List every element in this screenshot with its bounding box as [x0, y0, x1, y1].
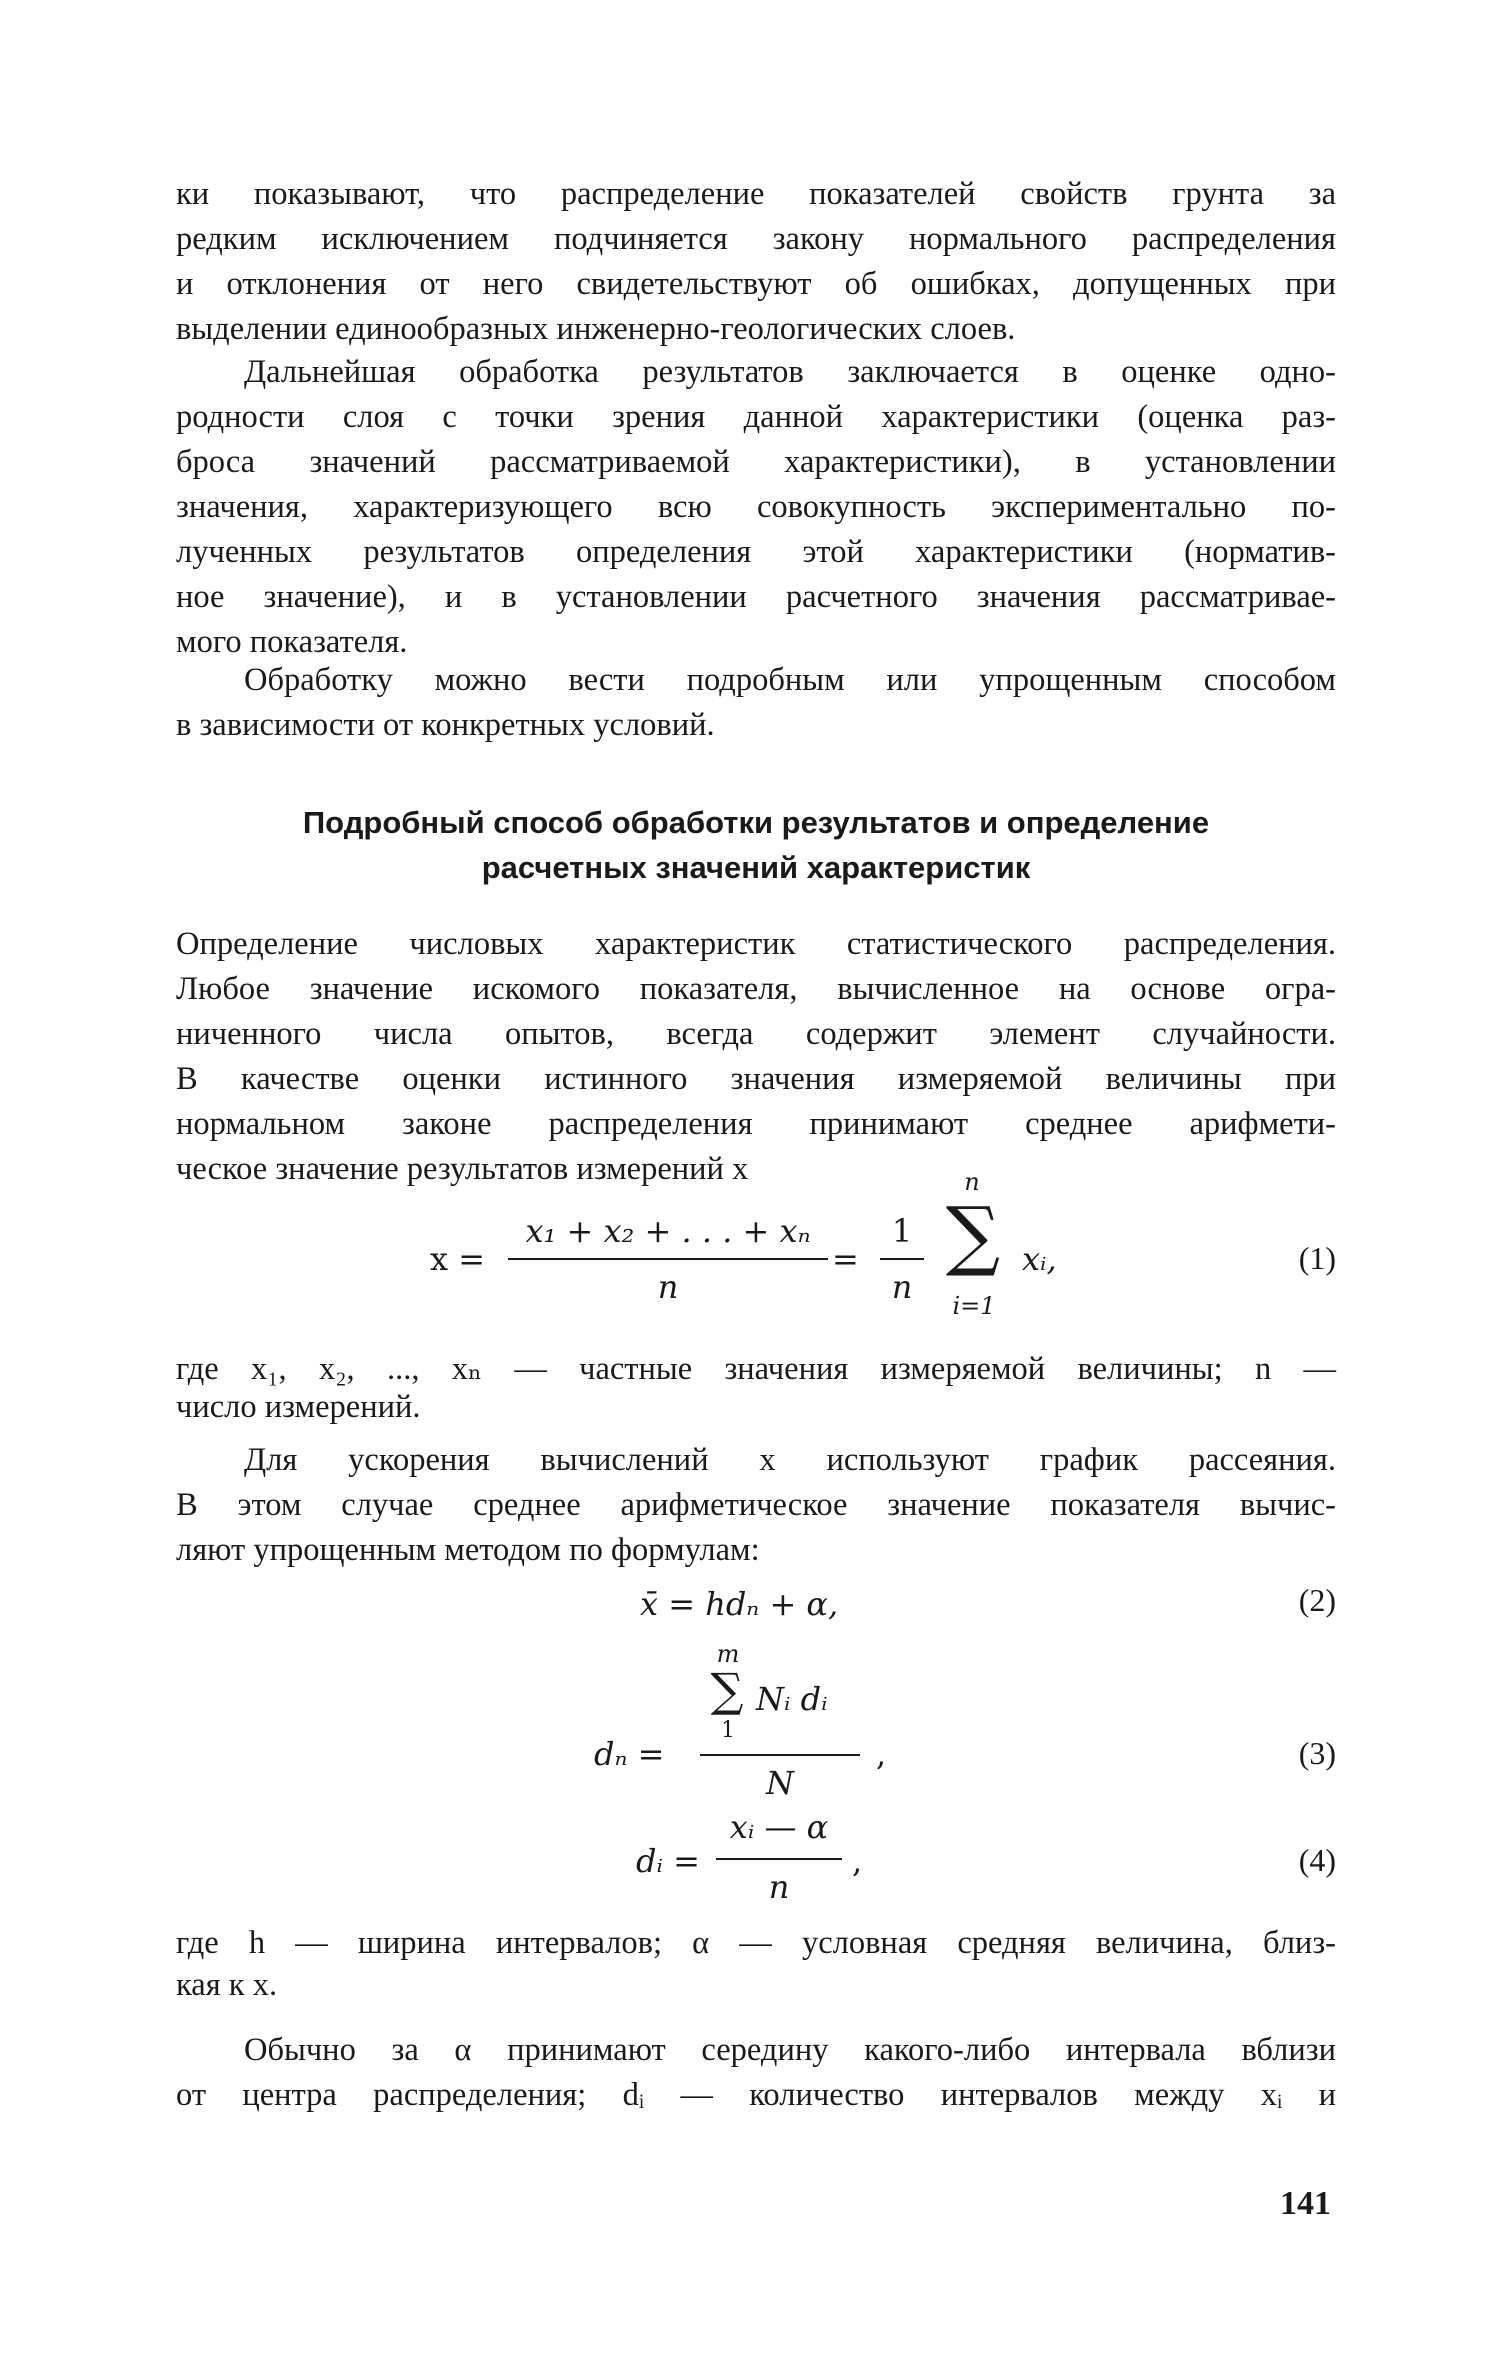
text-line: нормальном законе распределения принимают среднее арифмети- — [176, 1106, 1336, 1142]
text-line: мого показателя. — [176, 624, 408, 660]
paragraph-2 — [176, 350, 1336, 665]
eq3-denominator: N — [766, 1764, 794, 1802]
text-line: ляют упрощенным методом по формулам: — [176, 1532, 760, 1568]
eq1-denominator: n — [657, 1268, 679, 1306]
text-line: ческое значение результатов измерений x — [176, 1151, 749, 1187]
equation-number: (1) — [1298, 1240, 1336, 1276]
text-line: ниченного числа опытов, всегда содержит элемент случайности. — [176, 1016, 1336, 1052]
eq3-sum-lower: 1 — [721, 1718, 735, 1743]
eq1-frac2-denominator: n — [891, 1268, 913, 1306]
equation-number: (3) — [1298, 1735, 1336, 1771]
text-line: кая к x. — [176, 1967, 278, 2003]
eq3-lhs: dₙ = — [594, 1735, 665, 1773]
text-line: В этом случае среднее арифметическое значение показателя вычис- — [176, 1487, 1336, 1523]
eq1-equals: = — [832, 1240, 859, 1278]
text-line: число измерений. — [176, 1389, 421, 1425]
paragraph-6 — [176, 1438, 1336, 1573]
text-line: В качестве оценки истинного значения измеряемой величины при — [176, 1061, 1336, 1097]
eq4-fraction-bar — [716, 1858, 842, 1860]
paragraph-5 — [176, 1350, 1336, 1426]
text-line: значения, характеризующего всю совокупность экспериментально по- — [176, 489, 1336, 525]
eq1-sum-lower: i=1 — [952, 1292, 996, 1320]
eq2-expression: x̄ = hdₙ + α, — [640, 1585, 839, 1623]
text-line: ное значение), и в установлении расчетного значения рассматривае- — [176, 579, 1336, 615]
text-line: выделении единообразных инженерно-геологических слоев. — [176, 311, 1016, 347]
equation-number: (4) — [1298, 1842, 1336, 1878]
paragraph-8 — [176, 2028, 1336, 2118]
eq3-fraction-bar — [700, 1754, 860, 1756]
eq1-fraction-bar — [508, 1258, 828, 1260]
text-line: Обработку можно вести подробным или упрощенным способом — [244, 662, 1336, 698]
text-line: родности слоя с точки зрения данной характеристики (оценка раз- — [176, 399, 1336, 435]
eq1-lhs: x = — [430, 1240, 486, 1278]
section-heading — [176, 800, 1336, 890]
paragraph-1 — [176, 172, 1336, 352]
eq3-sum-term: Nᵢ dᵢ — [756, 1680, 828, 1718]
text-line: редким исключением подчиняется закону нормального распределения — [176, 221, 1336, 257]
paragraph-7 — [176, 1922, 1336, 2006]
eq1-term: xᵢ, — [1022, 1240, 1057, 1278]
text-line: где h — ширина интервалов; α — условная средняя величина, близ- — [176, 1925, 1336, 1961]
page-number: 141 — [1280, 2185, 1331, 2222]
eq1-numerator: x₁ + x₂ + . . . + xₙ — [525, 1212, 811, 1250]
text-line: броса значений рассматриваемой характеристики), в установлении — [176, 444, 1336, 480]
text-line: Дальнейшая обработка результатов заключается в оценке одно- — [244, 354, 1336, 390]
eq1-frac2-numerator: 1 — [891, 1212, 913, 1250]
eq4-comma: , — [852, 1842, 863, 1880]
eq1-frac2-bar — [880, 1258, 924, 1260]
sigma-icon: ∑ — [710, 1663, 744, 1717]
paragraph-3 — [176, 658, 1336, 748]
paragraph-4 — [176, 922, 1336, 1192]
text-line: ки показывают, что распределение показателей свойств грунта за — [176, 176, 1336, 212]
eq4-denominator: n — [768, 1868, 790, 1906]
equation-number: (2) — [1298, 1582, 1336, 1618]
text-line: Обычно за α принимают середину какого-либо интервала вблизи — [244, 2032, 1336, 2068]
text-line: где x₁, x₂, ..., xₙ — частные значения измеряемой величины; n — — [176, 1351, 1336, 1387]
heading-line: расчетных значений характеристик — [481, 850, 1031, 885]
text-line: лученных результатов определения этой характеристики (норматив- — [176, 534, 1336, 570]
eq4-numerator: xᵢ — α — [729, 1808, 829, 1846]
heading-line: Подробный способ обработки результатов и определение — [302, 805, 1210, 840]
eq4-lhs: dᵢ = — [636, 1842, 700, 1880]
eq3-comma: , — [876, 1735, 887, 1773]
text-line: Определение числовых характеристик статистического распределения. — [176, 926, 1336, 962]
eq3-sum-upper: m — [716, 1640, 740, 1668]
text-line: от центра распределения; dᵢ — количество интервалов между xᵢ и — [176, 2077, 1336, 2113]
text-line: Любое значение искомого показателя, вычисленное на основе огра- — [176, 971, 1336, 1007]
eq1-sum-upper: n — [964, 1168, 980, 1196]
text-line: в зависимости от конкретных условий. — [176, 707, 715, 743]
text-line: и отклонения от него свидетельствуют об ошибках, допущенных при — [176, 266, 1336, 302]
sigma-icon: ∑ — [945, 1190, 1001, 1279]
text-line: Для ускорения вычислений x используют график рассеяния. — [244, 1442, 1336, 1478]
